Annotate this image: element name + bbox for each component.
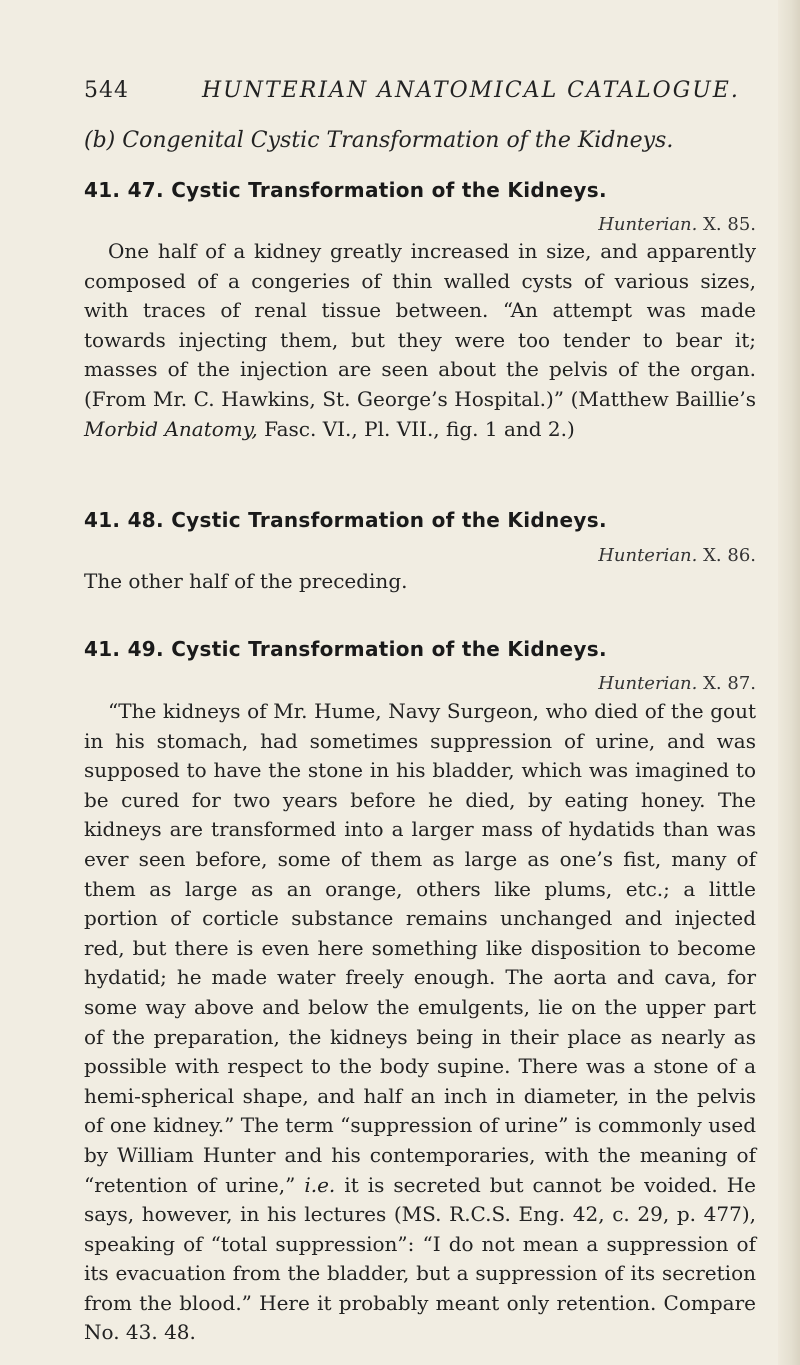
entry-reference: [598, 545, 756, 566]
entry-heading: [84, 508, 607, 532]
description-text: it is secreted but cannot be voided. He says, however, in his lectures (MS. R.C.S. Eng. 42, c. 29, p. 477), speaking of “total suppression”: “I do not mean a suppression of its evacuation from the bladder, but a suppression of its secretion from the blood.” Here it probably meant only retention. Compare No. 43. 48.: [84, 1172, 756, 1345]
section-label: (b): [84, 128, 116, 153]
book-title-italic: Morbid Anatomy,: [84, 416, 258, 441]
entry-title: Cystic Transformation of the Kidneys.: [171, 508, 607, 532]
entry-heading: [84, 178, 607, 202]
description-text: Fasc. VI., Pl. VII., fig. 1 and 2.): [257, 416, 575, 441]
reference-label: Hunterian.: [598, 214, 698, 235]
entry-description: [84, 567, 756, 597]
section-title: [84, 128, 673, 153]
section-title-text: Congenital Cystic Transformation of the Kidneys.: [122, 128, 674, 153]
reference-number: X. 86.: [703, 545, 756, 566]
reference-label: Hunterian.: [598, 545, 698, 566]
page-edge-shadow: [778, 0, 800, 1365]
entry-number: 41. 49.: [84, 637, 164, 661]
reference-number: X. 85.: [703, 214, 756, 235]
page-number: 544: [84, 78, 129, 103]
running-title: HUNTERIAN ANATOMICAL CATALOGUE.: [202, 78, 740, 103]
abbreviation-italic: i.e.: [304, 1172, 336, 1197]
entry-description: [84, 237, 756, 444]
reference-number: X. 87.: [703, 673, 756, 694]
entry-title: Cystic Transformation of the Kidneys.: [171, 178, 607, 202]
entry-title: Cystic Transformation of the Kidneys.: [171, 637, 607, 661]
entry-reference: [598, 214, 756, 235]
entry-description: [84, 697, 756, 1348]
description-text: “The kidneys of Mr. Hume, Navy Surgeon, who died of the gout in his stomach, had sometimes suppression of urine, and was supposed to have the stone in his bladder, which was imagined to be cured for two years before he died, by eating honey. The kidneys are transformed into a larger mass of hydatids than was ever seen before, some of them as large as one’s fist, many of them as large as an orange, others like plums, etc.; a little portion of corticle substance remains unchanged and injected red, but there is even here something like disposition to become hydatid; he made water freely enough. The aorta and cava, for some way above and below the emulgents, lie on the upper part of the preparation, the kidneys being in their place as nearly as possible with respect to the body supine. There was a stone of a hemi-spherical shape, and half an inch in diameter, in the pelvis of one kidney.” The term “suppression of urine” is commonly used by William Hunter and his contemporaries, with the meaning of “retention of urine,”: [84, 699, 756, 1197]
description-text: One half of a kidney greatly increased in size, and apparently composed of a congeries of thin walled cysts of various sizes, with traces of renal tissue between. “An attempt was made towards injecting them, but they were too tender to bear it; masses of the injection are seen about the pelvis of the organ. (From Mr. C. Hawkins, St. George’s Hospital.)” (Matthew Baillie’s: [84, 239, 756, 411]
reference-label: Hunterian.: [598, 673, 698, 694]
description-text: The other half of the preceding.: [84, 569, 408, 593]
entry-number: 41. 48.: [84, 508, 164, 532]
entry-reference: [598, 673, 756, 694]
entry-heading: [84, 637, 607, 661]
entry-number: 41. 47.: [84, 178, 164, 202]
